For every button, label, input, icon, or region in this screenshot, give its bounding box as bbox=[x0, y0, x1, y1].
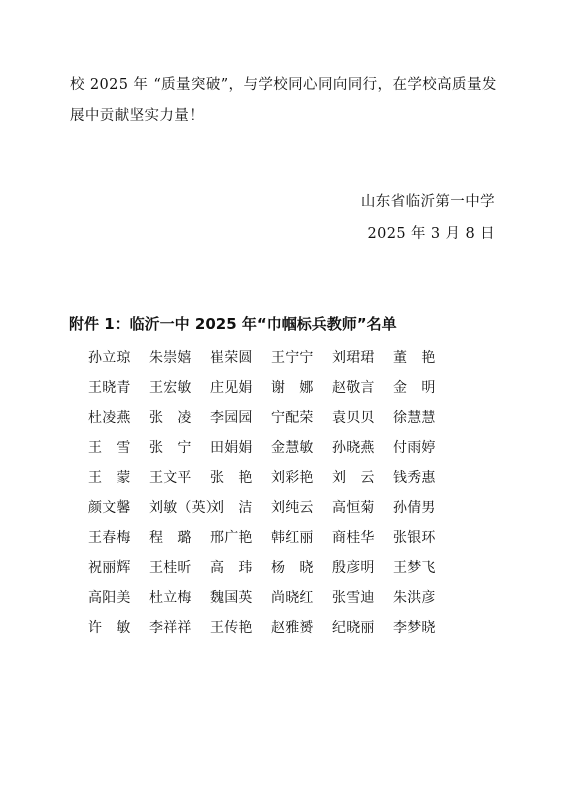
closing-paragraph-line-1: 校 2025 年 “质量突破”，与学校同心同向同行，在学校高质量发 bbox=[70, 77, 497, 93]
honoree-name: 颜文馨 bbox=[88, 500, 131, 516]
honoree-name: 田娟娟 bbox=[210, 440, 253, 456]
honoree-name: 刘彩艳 bbox=[271, 470, 314, 486]
honoree-name: 张 艳 bbox=[210, 470, 253, 486]
honoree-name: 张银环 bbox=[393, 530, 436, 546]
signature-organization: 山东省临沂第一中学 bbox=[360, 194, 495, 210]
honoree-name: 魏国英 bbox=[210, 590, 253, 606]
honoree-name: 张 凌 bbox=[149, 410, 192, 426]
honoree-name: 李园园 bbox=[210, 410, 253, 426]
name-row bbox=[88, 552, 468, 582]
honoree-name: 王梦飞 bbox=[393, 560, 436, 576]
honoree-name: 王春梅 bbox=[88, 530, 131, 546]
honoree-name: 金慧敏 bbox=[271, 440, 314, 456]
honoree-name: 王文平 bbox=[149, 470, 192, 486]
honoree-name: 赵敬言 bbox=[332, 380, 375, 396]
honoree-name: 王宁宁 bbox=[271, 350, 314, 366]
name-row bbox=[88, 582, 468, 612]
honoree-name: 钱秀惠 bbox=[393, 470, 436, 486]
honoree-name: 庄见娟 bbox=[210, 380, 253, 396]
honoree-name: 邢广艳 bbox=[210, 530, 253, 546]
closing-paragraph-line-2: 展中贡献坚实力量！ bbox=[70, 108, 205, 124]
honoree-name: 杜凌燕 bbox=[88, 410, 131, 426]
honoree-name: 李梦晓 bbox=[393, 620, 436, 636]
honoree-name: 王 雪 bbox=[88, 440, 131, 456]
honoree-name: 王宏敏 bbox=[149, 380, 192, 396]
name-row bbox=[88, 462, 468, 492]
honoree-name: 许 敏 bbox=[88, 620, 131, 636]
honoree-name: 纪晓丽 bbox=[332, 620, 375, 636]
honoree-name: 董 艳 bbox=[393, 350, 436, 366]
honoree-name: 刘 云 bbox=[332, 470, 375, 486]
honoree-name: 尚晓红 bbox=[271, 590, 314, 606]
honoree-name: 王桂昕 bbox=[149, 560, 192, 576]
honoree-name: 孙立琼 bbox=[88, 350, 131, 366]
honoree-name-list bbox=[88, 342, 468, 642]
honoree-name: 刘纯云 bbox=[271, 500, 314, 516]
name-row bbox=[88, 342, 468, 372]
name-row bbox=[88, 492, 468, 522]
honoree-name: 王晓青 bbox=[88, 380, 131, 396]
honoree-name: 王传艳 bbox=[210, 620, 253, 636]
honoree-name: 金 明 bbox=[393, 380, 436, 396]
honoree-name: 朱崇嬉 bbox=[149, 350, 192, 366]
honoree-name: 付雨婷 bbox=[393, 440, 436, 456]
name-row bbox=[88, 372, 468, 402]
honoree-name: 商桂华 bbox=[332, 530, 375, 546]
honoree-name: 孙倩男 bbox=[393, 500, 436, 516]
honoree-name: 孙晓燕 bbox=[332, 440, 375, 456]
honoree-name: 高 玮 bbox=[210, 560, 253, 576]
honoree-name: 王 蒙 bbox=[88, 470, 131, 486]
honoree-name: 李祥祥 bbox=[149, 620, 192, 636]
honoree-name: 杨 晓 bbox=[271, 560, 314, 576]
honoree-name: 刘 洁 bbox=[210, 500, 253, 516]
honoree-name: 崔荣圆 bbox=[210, 350, 253, 366]
name-row bbox=[88, 612, 468, 642]
honoree-name: 朱洪彦 bbox=[393, 590, 436, 606]
honoree-name: 程 璐 bbox=[149, 530, 192, 546]
name-row bbox=[88, 522, 468, 552]
honoree-name: 韩红丽 bbox=[271, 530, 314, 546]
name-row bbox=[88, 432, 468, 462]
name-row bbox=[88, 402, 468, 432]
honoree-name: 袁贝贝 bbox=[332, 410, 375, 426]
honoree-name: 谢 娜 bbox=[271, 380, 314, 396]
honoree-name: 高阳美 bbox=[88, 590, 131, 606]
honoree-name: 刘敏（英） bbox=[149, 500, 220, 516]
honoree-name: 张 宁 bbox=[149, 440, 192, 456]
honoree-name: 张雪迪 bbox=[332, 590, 375, 606]
honoree-name: 殷彦明 bbox=[332, 560, 375, 576]
honoree-name: 宁配荣 bbox=[271, 410, 314, 426]
honoree-name: 赵雅赟 bbox=[271, 620, 314, 636]
honoree-name: 刘珺珺 bbox=[332, 350, 375, 366]
honoree-name: 高恒菊 bbox=[332, 500, 375, 516]
signature-date: 2025 年 3 月 8 日 bbox=[367, 226, 495, 242]
honoree-name: 祝丽辉 bbox=[88, 560, 131, 576]
honoree-name: 杜立梅 bbox=[149, 590, 192, 606]
honoree-name: 徐慧慧 bbox=[393, 410, 436, 426]
attachment-heading: 附件 1：临沂一中 2025 年“巾帼标兵教师”名单 bbox=[69, 315, 397, 333]
